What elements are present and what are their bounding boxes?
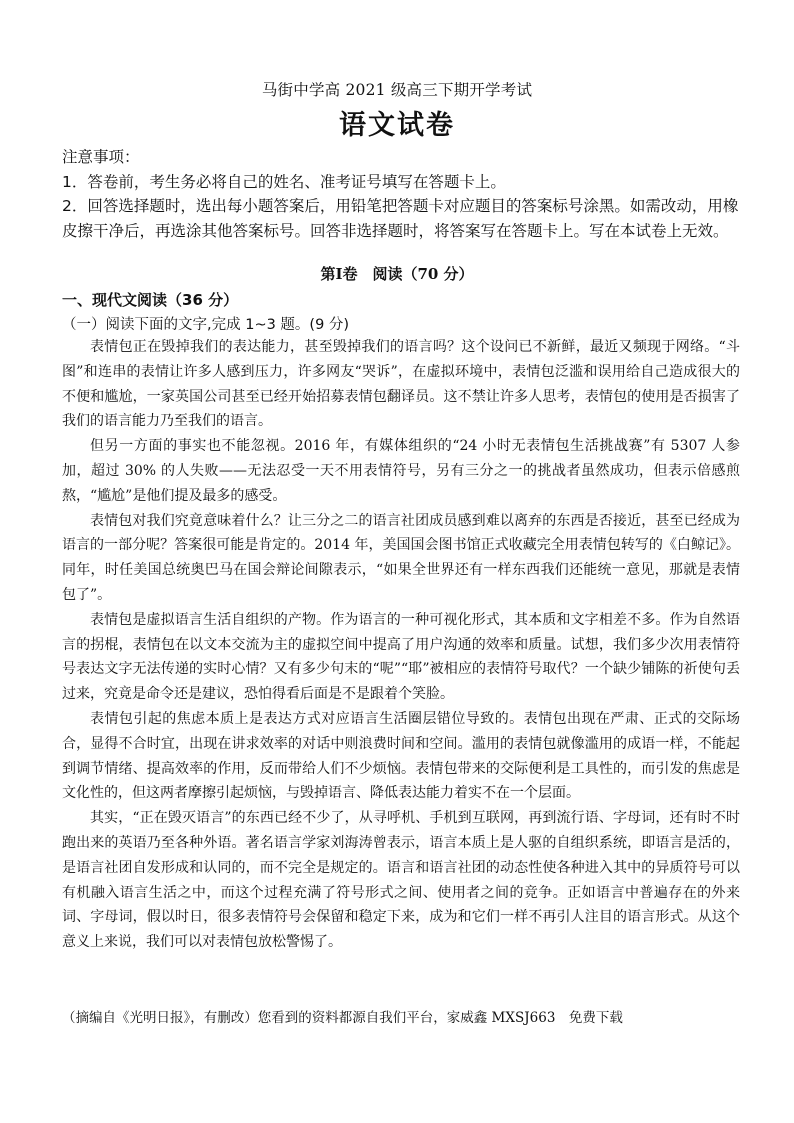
reading-instruction: （一）阅读下面的文字,完成 1~3 题。(9 分): [62, 317, 350, 333]
section-heading: 第Ⅰ卷 阅读（70 分）: [320, 265, 474, 283]
exam-header: 马街中学高 2021 级高三下期开学考试: [261, 81, 533, 99]
passage-paragraph: 表情包对我们究竟意味着什么？让三分之二的语言社团成员感到难以离弃的东西是否接近，甚至已经成为语言的一部分呢？答案很可能是肯定的。2014 年，美国国会图书馆正式收藏完全用表情包转写的《白鲸记》。同年，时任美国总统奥巴马在国会辩论间隙表示，“如果全世界还有一样东西我们还能统一意见，那就是表情包了”。: [62, 512, 740, 603]
reading-passage: [62, 335, 740, 955]
passage-paragraph: 但另一方面的事实也不能忽视。2016 年，有媒体组织的“24 小时无表情包生活挑战赛”有 5307 人参加，超过 30% 的人失败——无法忍受一天不用表情符号，另有三分之一的挑战者虽然成功，但表示倍感煎熬，“尴尬”是他们提及最多的感受。: [62, 438, 740, 504]
notice-heading: 注意事项：: [62, 148, 140, 166]
notice-item: 2．回答选择题时，选出每小题答案后，用铅笔把答题卡对应题目的答案标号涂黑。如需改动，用橡皮擦干净后，再选涂其他答案标号。回答非选择题时，将答案写在答题卡上。写在本试卷上无效。: [62, 197, 739, 240]
notice-item: 1．答卷前，考生务必将自己的姓名、准考证号填写在答题卡上。: [62, 172, 506, 191]
notice-block: [62, 145, 742, 243]
passage-paragraph: 表情包正在毁掉我们的表达能力，甚至毁掉我们的语言吗？这个设问已不新鲜，最近又频现于网络。“斗图”和连串的表情让许多人感到压力，许多网友“哭诉”，在虚拟环境中，表情包泛滥和误用给自己造成很大的不便和尴尬，一家英国公司甚至已经开始招募表情包翻译员。这不禁让许多人思考，表情包的使用是否损害了我们的语言能力乃至我们的语言。: [62, 339, 740, 430]
exam-title: 语文试卷: [339, 110, 455, 141]
part-heading: 一、现代文阅读（36 分）: [62, 291, 239, 309]
source-note: （摘编自《光明日报》，有删改）您看到的资料都源自我们平台，家威鑫 MXSJ663 免费下载: [62, 1010, 623, 1026]
passage-paragraph: 表情包是虚拟语言生活自组织的产物。作为语言的一种可视化形式，其本质和文字相差不多。作为自然语言的拐棍，表情包在以文本交流为主的虚拟空间中提高了用户沟通的效率和质量。试想，我们多少次用表情符号表达文字无法传递的实时心情？又有多少句末的“呢”“耶”被相应的表情符号取代？一个缺少铺陈的祈使句丢过来，究竟是命令还是建议，恐怕得看后面是不是跟着个笑脸。: [62, 611, 740, 703]
passage-paragraph: 其实，“正在毁灭语言”的东西已经不少了，从寻呼机、手机到互联网，再到流行语、字母词，还有时不时跑出来的英语乃至各种外语。著名语言学家刘海涛曾表示，语言本质上是人驱的自组织系统，即语言是活的，是语言社团自发形成和认同的，而不完全是规定的。语言和语言社团的动态性使各种进入其中的异质符号可以有机融入语言生活之中，而这个过程充满了符号形式之间、使用者之间的竞争。正如语言中普遍存在的外来词、字母词，假以时日，很多表情符号会保留和稳定下来，成为和它们一样不再引人注目的语言形式。从这个意义上来说，我们可以对表情包放松警惕了。: [62, 810, 740, 951]
passage-paragraph: 表情包引起的焦虑本质上是表达方式对应语言生活圈层错位导致的。表情包出现在严肃、正式的交际场合，显得不合时宜，出现在讲求效率的对话中则浪费时间和空间。滥用的表情包就像滥用的成语一样，不能起到调节情绪、提高效率的作用，反而带给人们不少烦恼。表情包带来的交际便利是工具性的，而引发的焦虑是文化性的，但这两者摩擦引起烦恼，与毁掉语言、降低表达能力着实不在一个层面。: [62, 710, 740, 802]
